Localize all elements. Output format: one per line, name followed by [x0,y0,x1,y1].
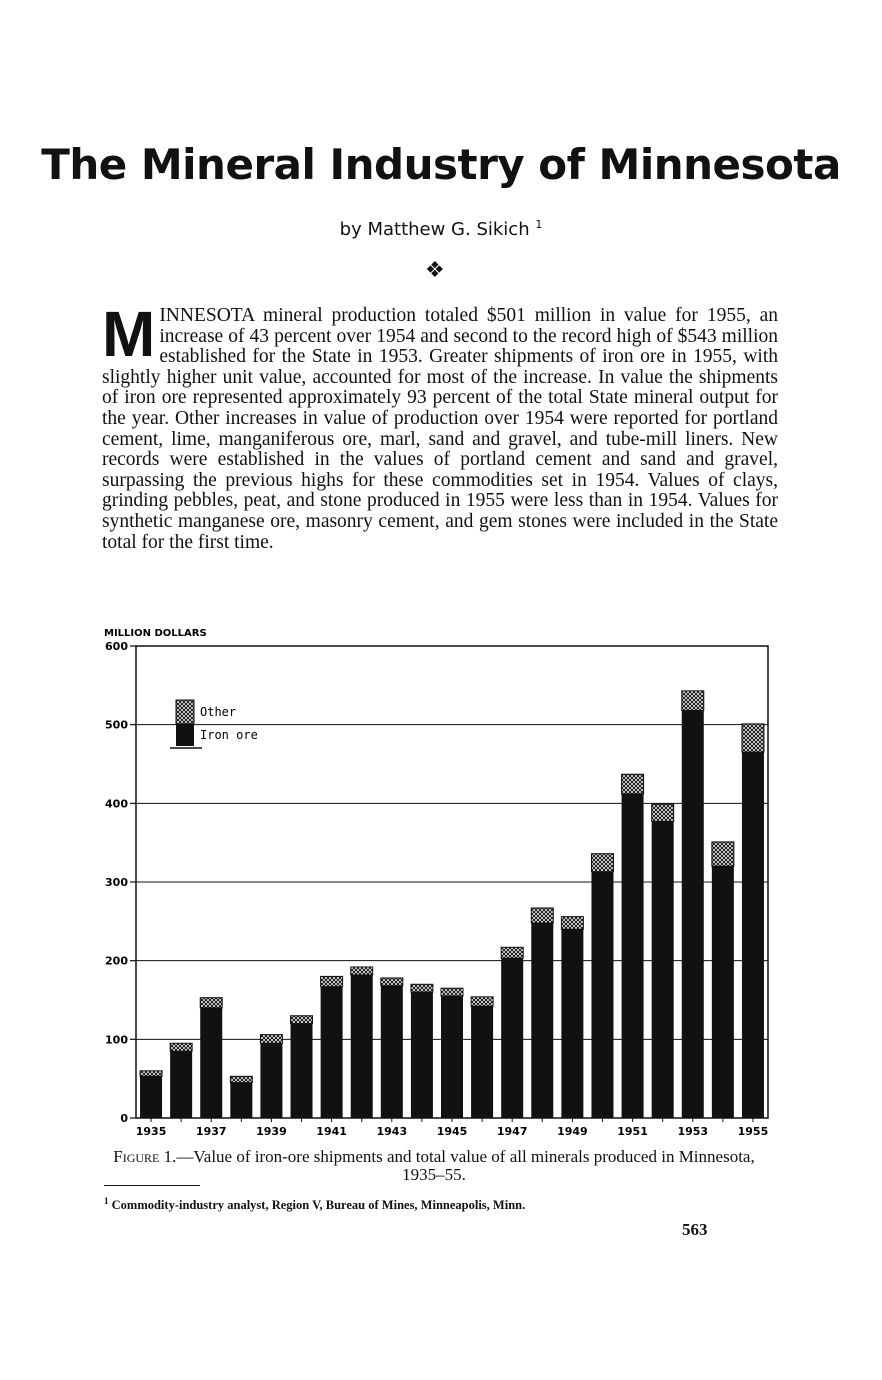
y-tick-labels [105,640,136,1125]
legend-swatch-iron-ore [176,724,194,746]
bar-iron-ore-1949 [561,929,583,1118]
y-tick-label-500: 500 [105,718,128,732]
x-tick-label-1947: 1947 [496,1125,528,1138]
bar-iron-ore-1935 [140,1076,162,1118]
bar-other-1943 [381,978,403,986]
x-tick-label-1939: 1939 [256,1125,287,1138]
x-tick-label-1937: 1937 [195,1125,227,1138]
bar-other-1954 [712,842,734,866]
y-tick-label-600: 600 [105,640,128,653]
footnote-mark: 1 [104,1196,109,1206]
x-tick-label-1949: 1949 [557,1125,588,1138]
bar-iron-ore-1937 [200,1008,222,1118]
bar-iron-ore-1952 [652,821,674,1118]
bar-iron-ore-1955 [742,752,764,1118]
legend [170,700,258,748]
drop-cap: M [102,298,154,370]
bar-other-1944 [411,984,433,992]
y-tick-label-100: 100 [105,1033,128,1047]
x-tick-label-1941: 1941 [316,1125,347,1138]
bar-iron-ore-1939 [260,1043,282,1118]
x-tick-label-1945: 1945 [436,1125,468,1138]
byline-footnote-mark: 1 [535,218,543,231]
bar-other-1937 [200,998,222,1008]
legend-swatch-other [176,700,194,724]
bar-other-1936 [170,1043,192,1051]
x-tick-label-1955: 1955 [737,1125,769,1138]
y-axis-label: MILLION DOLLARS [104,628,207,639]
bar-iron-ore-1950 [591,872,613,1118]
bar-other-1951 [622,774,644,794]
x-tick-label-1943: 1943 [376,1125,408,1138]
page-number: 563 [682,1220,708,1239]
paragraph-text: INNESOTA mineral production totaled $501 million in value for 1955, an increase of 43 percent over 1954 and second to the record high of $543 million established for the State in 1953. Greater shipments of iron ore in 1955, with slightly higher unit value, accounted for most of the increase. In value the shipments of iron ore represented approximately 93 percent of the total State mineral output for the year. Other increases in value of production over 1954 were reported for portland cement, lime, manganiferous ore, marl, sand and gravel, and tube-mill liners. New records were established in the values of portland cement and sand and gravel, surpassing the previous highs for these commodities set in 1954. Values of clays, grinding pebbles, peat, and stone produced in 1955 were less than in 1954. Values for synthetic manganese ore, masonry cement, and gem stones were included in the State total for the first time. [102,305,778,553]
figure-label: Figure 1. [113,1147,177,1166]
caption-text: —Value of iron-ore shipments and total value of all minerals produced in Minnesota, 1935–55. [176,1147,755,1184]
bar-iron-ore-1945 [441,996,463,1118]
bar-other-1942 [351,967,373,975]
bar-other-1940 [291,1016,313,1024]
bar-iron-ore-1948 [531,923,553,1118]
x-tick-label-1951: 1951 [617,1125,648,1138]
bar-iron-ore-1944 [411,992,433,1118]
bar-other-1946 [471,997,493,1006]
bar-iron-ore-1940 [291,1024,313,1118]
bar-iron-ore-1943 [381,986,403,1118]
legend-label-iron-ore: Iron ore [200,728,258,742]
bar-other-1955 [742,724,764,752]
bar-other-1939 [260,1035,282,1044]
y-tick-label-0: 0 [120,1112,128,1125]
iron-ore-value-chart [96,622,776,1142]
legend-label-other: Other [200,705,237,719]
bar-iron-ore-1941 [321,987,343,1118]
y-tick-label-400: 400 [105,797,128,811]
x-tick-label-1953: 1953 [677,1125,709,1138]
footnote-text: Commodity-industry analyst, Region V, Bureau of Mines, Minneapolis, Minn. [111,1198,526,1213]
bar-iron-ore-1946 [471,1006,493,1118]
x-tick-label-1935: 1935 [135,1125,167,1138]
bar-other-1952 [652,804,674,821]
footnote [104,1196,525,1213]
bars [140,691,764,1118]
bar-iron-ore-1936 [170,1051,192,1118]
bar-iron-ore-1938 [230,1083,252,1118]
bar-iron-ore-1947 [501,958,523,1118]
x-tick-labels [136,1118,769,1138]
bar-other-1935 [140,1071,162,1077]
bar-iron-ore-1951 [622,794,644,1118]
bar-other-1947 [501,947,523,958]
bar-other-1938 [230,1076,252,1082]
bar-other-1953 [682,691,704,711]
byline [0,218,882,240]
footnote-divider [104,1185,200,1186]
bar-other-1945 [441,988,463,996]
y-tick-label-200: 200 [105,954,128,968]
ornament-icon: ❖ [425,258,445,283]
bar-iron-ore-1942 [351,975,373,1118]
bar-other-1948 [531,908,553,923]
y-tick-label-300: 300 [105,876,128,889]
bar-other-1950 [591,854,613,872]
figure-caption [94,1148,774,1184]
bar-other-1941 [321,976,343,986]
author-name: by Matthew G. Sikich [339,219,530,240]
bar-iron-ore-1953 [682,711,704,1118]
intro-paragraph [102,298,778,553]
article-title: The Mineral Industry of Minnesota [41,140,841,189]
bar-iron-ore-1954 [712,866,734,1118]
bar-other-1949 [561,917,583,930]
